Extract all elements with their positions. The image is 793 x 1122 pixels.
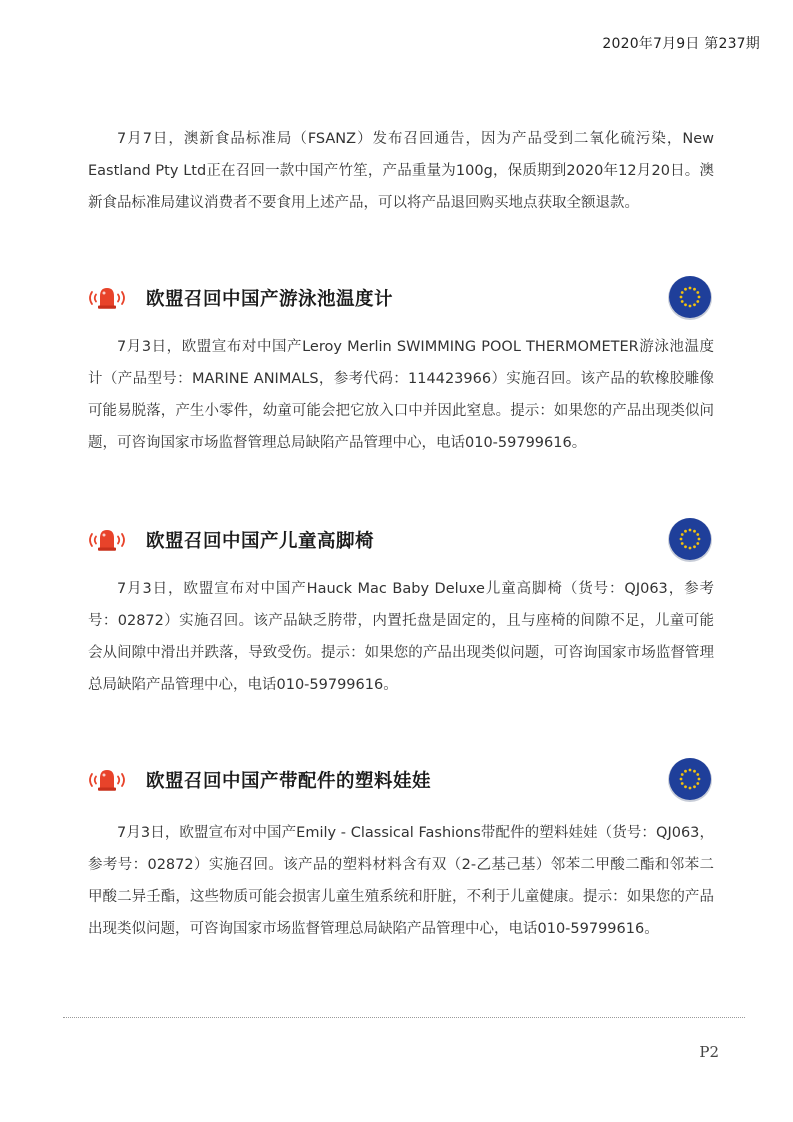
header-date: 2020年7月9日 第237期 — [602, 36, 760, 52]
section-title: 欧盟召回中国产游泳池温度计 — [146, 289, 394, 310]
section-heading — [86, 515, 714, 565]
section-body: 7月3日，欧盟宣布对中国产Hauck Mac Baby Deluxe儿童高脚椅（货号：QJ063，参考号：02872）实施召回。该产品缺乏胯带，内置托盘是固定的，且与座椅的间隙不足，儿童可能会从间隙中滑出并跌落，导致受伤。提示：如果您的产品出现类似问题，可咨询国家市场监督管理总局缺陷产品管理中心，电话010-59799616。 — [88, 581, 714, 693]
alarm-bell-icon — [86, 527, 128, 553]
eu-flag-icon — [666, 273, 714, 321]
alarm-bell-icon — [86, 767, 128, 793]
eu-flag-icon — [666, 515, 714, 563]
alarm-bell-icon — [86, 285, 128, 311]
intro-paragraph: 7月7日，澳新食品标准局（FSANZ）发布召回通告，因为产品受到二氧化硫污染，New Eastland Pty Ltd正在召回一款中国产竹笙，产品重量为100g，保质期到2020年12月20日。澳新食品标准局建议消费者不要食用上述产品，可以将产品退回购买地点获取全额退款。 — [88, 131, 714, 211]
section-heading — [86, 273, 714, 323]
section-title: 欧盟召回中国产带配件的塑料娃娃 — [146, 771, 432, 792]
section-body: 7月3日，欧盟宣布对中国产Leroy Merlin SWIMMING POOL THERMOMETER游泳池温度计（产品型号：MARINE ANIMALS，参考代码：114423966）实施召回。该产品的软橡胶雕像可能易脱落，产生小零件，幼童可能会把它放入口中并因此窒息。提示：如果您的产品出现类似问题，可咨询国家市场监督管理总局缺陷产品管理中心，电话010-59799616。 — [88, 339, 714, 451]
eu-flag-icon — [666, 755, 714, 803]
page-number: P2 — [699, 1043, 719, 1061]
section-title: 欧盟召回中国产儿童高脚椅 — [146, 531, 375, 552]
section-heading — [86, 755, 714, 805]
footer-divider — [63, 1017, 745, 1018]
section-body: 7月3日，欧盟宣布对中国产Emily - Classical Fashions带配件的塑料娃娃（货号：QJ063，参考号：02872）实施召回。该产品的塑料材料含有双（2-乙基己基）邻苯二甲酸二酯和邻苯二甲酸二异壬酯，这些物质可能会损害儿童生殖系统和肝脏，不利于儿童健康。提示：如果您的产品出现类似问题，可咨询国家市场监督管理总局缺陷产品管理中心，电话010-59799616。 — [88, 825, 714, 937]
